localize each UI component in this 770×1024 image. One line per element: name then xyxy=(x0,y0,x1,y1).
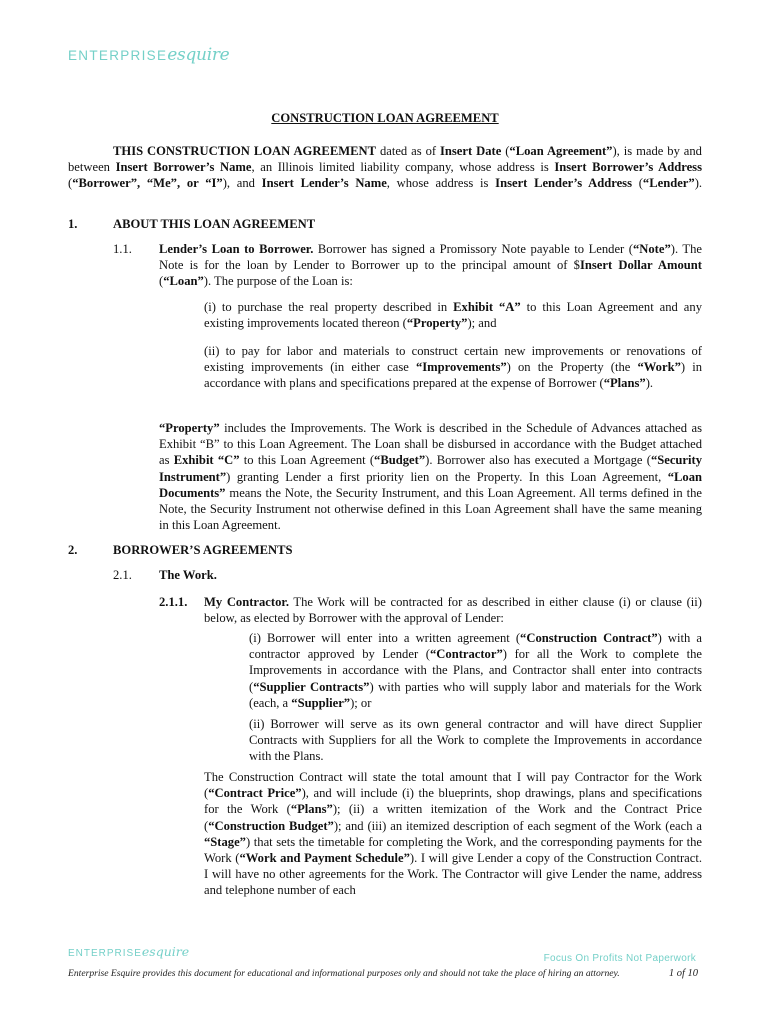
contract-option-i: (i) Borrower will enter into a written agreement (“Construction Contract”) with a contractor approved by Lender (“Contractor”) for all the Work to complete the Improvements in accordance with the Plans, and Contractor shall enter into contracts (“Supplier Contracts”) with parties who will supply labor and materials for the Work (each, a “Supplier”); or xyxy=(249,631,702,710)
clause-1-1-paragraph: Lender’s Loan to Borrower. Borrower has signed a Promissory Note payable to Lender (“Note”). The Note is for the loan by Lender to Borrower up to the principal amount of $Insert Dollar Amount (“Loan”). The purpose of the Loan is: xyxy=(159,242,702,289)
construction-contract-paragraph: The Construction Contract will state the total amount that I will pay Contractor for the Work (“Contract Price”), and will include (i) the blueprints, shop drawings, plans and specifications for the Work (“Plans”); (ii) a written itemization of the Work and the Contract Price (“Construction Budget”); and (iii) an itemized description of each segment of the Work (each a “Stage”) that sets the timetable for completing the Work, and the corresponding payments for the Work (“Work and Payment Schedule”). I will give Lender a copy of the Construction Contract. I will have no other agreements for the Work. The Contractor will give Lender the name, address and telephone number of each xyxy=(204,770,703,898)
footer-disclaimer: Enterprise Esquire provides this document for educational and informational purposes only and should not take the place of hiring an attorney. xyxy=(68,968,620,979)
purpose-item-i: (i) to purchase the real property described in Exhibit “A” to this Loan Agreement and any existing improvements located thereon (“Property”); and xyxy=(204,300,702,331)
clause-number: 1.1. xyxy=(113,242,132,256)
purpose-item-ii: (ii) to pay for labor and materials to construct certain new improvements or renovations of existing improvements (in either case “Improvements”) on the Property (the “Work”) in accordance with plans and specifications prepared at the expense of Borrower (“Plans”). xyxy=(204,344,703,391)
subclause-2-1-1-paragraph: My Contractor. The Work will be contracted for as described in either clause (i) or clause (ii) below, as elected by Borrower with the approval of Lender: xyxy=(204,595,702,626)
clause-number: 2.1. xyxy=(113,568,132,582)
section-number: 2. xyxy=(68,543,78,557)
intro-paragraph: THIS CONSTRUCTION LOAN AGREEMENT dated as of Insert Date (“Loan Agreement”), is made by and between Insert Borrower’s Name, an Illinois limited liability company, whose address is Insert Borrower’s Address (“Borrower”, “Me”, or “I”), and Insert Lender’s Name, whose address is Insert Lender’s Address (“Lender”). xyxy=(68,144,703,191)
footer-logo: ENTERPRISEesquire xyxy=(68,944,190,959)
property-definition-paragraph: “Property” includes the Improvements. The Work is described in the Schedule of Advances attached as Exhibit “B” to this Loan Agreement. The Loan shall be disbursed in accordance with the Budget attached as Exhibit “C” to this Loan Agreement (“Budget”). Borrower also has executed a Mortgage (“Security Instrument”) granting Lender a first priority lien on the Property. In this Loan Agreement, “Loan Documents” means the Note, the Security Instrument, and this Loan Agreement. All terms defined in the Note, the Security Instrument not otherwise defined in this Loan Agreement shall have the same meaning in this Loan Agreement. xyxy=(159,421,703,533)
contract-option-ii: (ii) Borrower will serve as its own general contractor and will have direct Supplier Contracts with Suppliers for all the Work to complete the Improvements in accordance with the Plans. xyxy=(249,717,702,764)
footer-tagline: Focus On Profits Not Paperwork xyxy=(543,953,696,964)
section-heading: ABOUT THIS LOAN AGREEMENT xyxy=(113,217,316,231)
document-title: CONSTRUCTION LOAN AGREEMENT xyxy=(271,111,499,125)
clause-heading: The Work. xyxy=(159,568,217,582)
section-number: 1. xyxy=(68,217,78,231)
subclause-number: 2.1.1. xyxy=(159,595,188,609)
page-number: 1 of 10 xyxy=(668,968,698,979)
enterprise-esquire-logo: ENTERPRISEesquire xyxy=(68,45,230,65)
section-heading: BORROWER’S AGREEMENTS xyxy=(113,543,293,557)
